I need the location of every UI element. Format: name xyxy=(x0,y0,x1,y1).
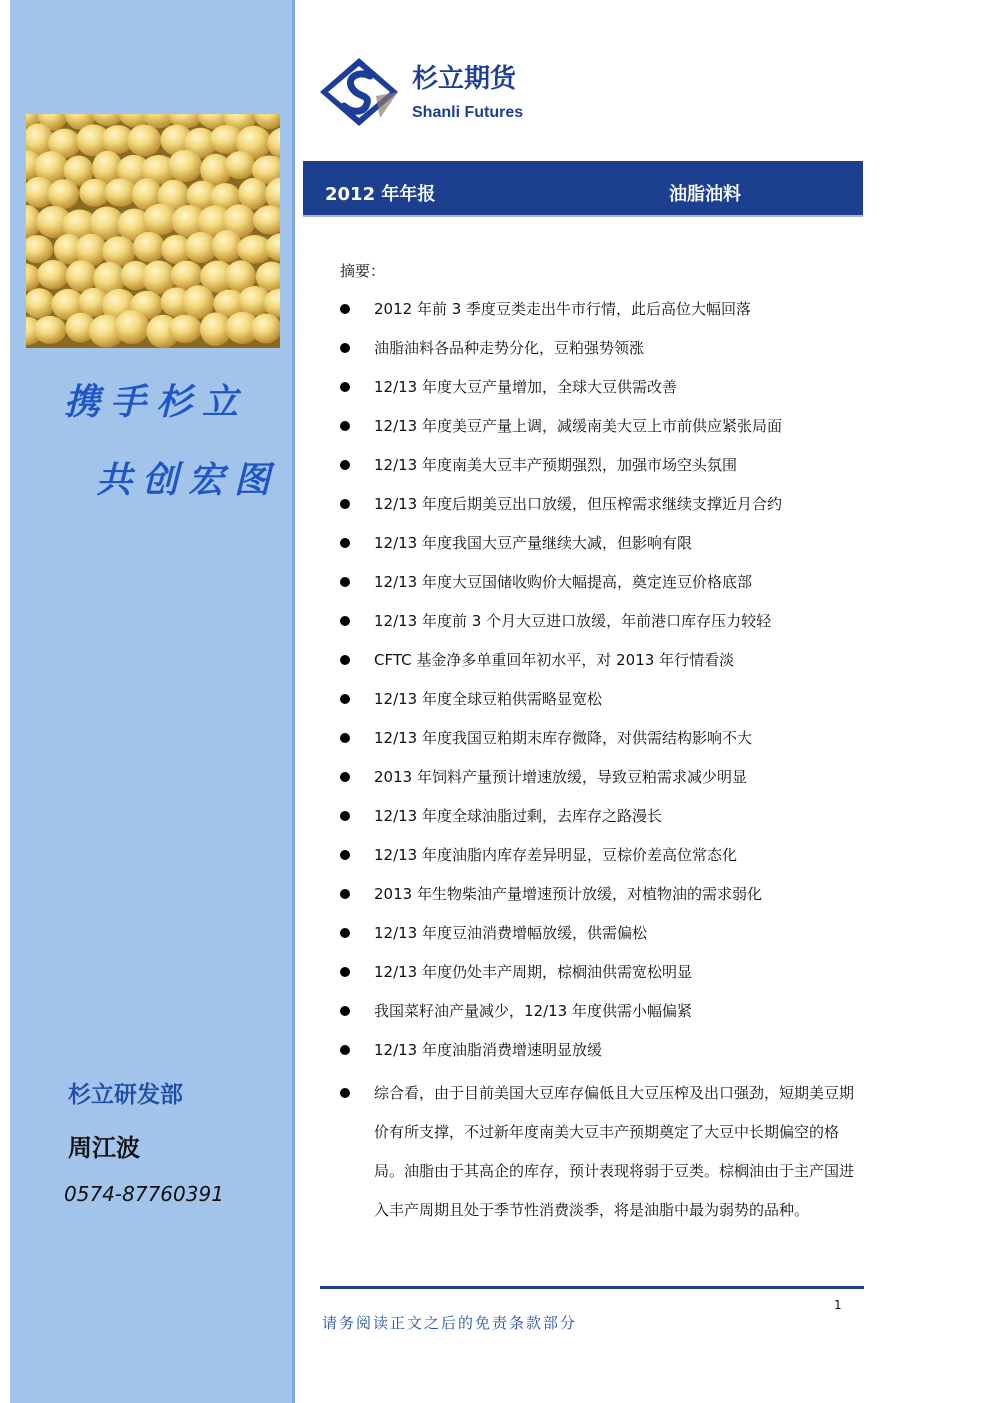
list-item: 12/13 年度大豆国储收购价大幅提高，奠定连豆价格底部 xyxy=(336,567,856,606)
soybean xyxy=(168,315,202,343)
bullet-icon xyxy=(340,811,350,821)
brand-name-cn: 杉立期货 xyxy=(412,64,517,94)
page-number: 1 xyxy=(834,1298,842,1312)
soybean xyxy=(251,313,280,343)
department-name: 杉立研发部 xyxy=(68,1082,183,1108)
soybean xyxy=(225,151,255,179)
bullet-icon xyxy=(340,889,350,899)
soybean xyxy=(37,260,69,289)
bullet-icon xyxy=(340,1006,350,1016)
bullet-icon xyxy=(340,421,350,431)
soybean-photo xyxy=(26,114,280,348)
list-item: 12/13 年度美豆产量上调，减缓南美大豆上市前供应紧张局面 xyxy=(336,411,856,450)
bullet-icon xyxy=(340,1045,350,1055)
bullet-icon xyxy=(340,733,350,743)
list-item: 12/13 年度全球豆粕供需略显宽松 xyxy=(336,684,856,723)
report-type: 2012 年年报 xyxy=(325,184,436,205)
list-item: 2013 年生物柴油产量增速预计放缓，对植物油的需求弱化 xyxy=(336,879,856,918)
list-item: 12/13 年度前 3 个月大豆进口放缓，年前港口库存压力较轻 xyxy=(336,606,856,645)
soybean xyxy=(114,310,149,344)
abstract-list xyxy=(336,294,856,1230)
list-item: 12/13 年度油脂消费增速明显放缓 xyxy=(336,1035,856,1074)
bullet-icon xyxy=(340,343,350,353)
brand-name-en: Shanli Futures xyxy=(412,104,524,121)
list-item: 我国菜籽油产量减少，12/13 年度供需小幅偏紧 xyxy=(336,996,856,1035)
bullet-icon xyxy=(340,460,350,470)
soybean xyxy=(133,232,165,263)
soybean xyxy=(127,125,161,157)
soybean xyxy=(168,150,202,182)
bullet-icon xyxy=(340,694,350,704)
bullet-icon xyxy=(340,1088,350,1098)
bullet-icon xyxy=(340,967,350,977)
list-item: 12/13 年度全球油脂过剩，去库存之路漫长 xyxy=(336,801,856,840)
soybean xyxy=(48,179,79,209)
bullet-icon xyxy=(340,382,350,392)
bullet-icon xyxy=(340,772,350,782)
disclaimer-link: 请务阅读正文之后的免责条款部分 xyxy=(322,1314,578,1332)
report-banner xyxy=(303,161,863,215)
list-item: 油脂油料各品种走势分化，豆粕强势领涨 xyxy=(336,333,856,372)
contact-phone: 0574-87760391 xyxy=(64,1182,224,1206)
bullet-icon xyxy=(340,616,350,626)
slogan-line-1: 携手杉立 xyxy=(64,381,249,423)
bullet-icon xyxy=(340,928,350,938)
bullet-icon xyxy=(340,304,350,314)
list-item: CFTC 基金净多单重回年初水平，对 2013 年行情看淡 xyxy=(336,645,856,684)
list-item: 12/13 年度我国大豆产量继续大减，但影响有限 xyxy=(336,528,856,567)
list-item: 12/13 年度我国豆粕期末库存微降，对供需结构影响不大 xyxy=(336,723,856,762)
list-item: 12/13 年度豆油消费增幅放缓，供需偏松 xyxy=(336,918,856,957)
bullet-icon xyxy=(340,850,350,860)
summary-item: 综合看，由于目前美国大豆库存偏低且大豆压榨及出口强劲，短期美豆期价有所支撑，不过新年度南美大豆丰产预期奠定了大豆中长期偏空的格局。油脂由于其高企的库存，预计表现将弱于豆类。棕榈油由于主产国进入丰产周期且处于季节性消费淡季，将是油脂中最为弱势的品种。 xyxy=(336,1074,856,1230)
abstract-label: 摘要： xyxy=(340,262,386,280)
bullet-icon xyxy=(340,577,350,587)
banner-shadow xyxy=(303,215,863,217)
list-item: 12/13 年度油脂内库存差异明显，豆棕价差高位常态化 xyxy=(336,840,856,879)
list-item: 2012 年前 3 季度豆类走出牛市行情，此后高位大幅回落 xyxy=(336,294,856,333)
list-item: 12/13 年度大豆产量增加，全球大豆供需改善 xyxy=(336,372,856,411)
shanli-logo-icon xyxy=(318,56,400,128)
sidebar-edge xyxy=(292,0,295,1403)
author-name: 周江波 xyxy=(68,1134,140,1162)
soybean xyxy=(34,316,67,344)
soybean xyxy=(66,260,97,292)
list-item: 12/13 年度仍处丰产周期，棕榈油供需宽松明显 xyxy=(336,957,856,996)
bullet-icon xyxy=(340,538,350,548)
footer-rule xyxy=(320,1286,864,1289)
slogan-line-2: 共创宏图 xyxy=(96,459,281,501)
list-item: 12/13 年度南美大豆丰产预期强烈，加强市场空头氛围 xyxy=(336,450,856,489)
list-item: 12/13 年度后期美豆出口放缓，但压榨需求继续支撑近月合约 xyxy=(336,489,856,528)
report-category: 油脂油料 xyxy=(669,184,741,205)
bullet-icon xyxy=(340,655,350,665)
list-item: 2013 年饲料产量预计增速放缓，导致豆粕需求减少明显 xyxy=(336,762,856,801)
bullet-icon xyxy=(340,499,350,509)
